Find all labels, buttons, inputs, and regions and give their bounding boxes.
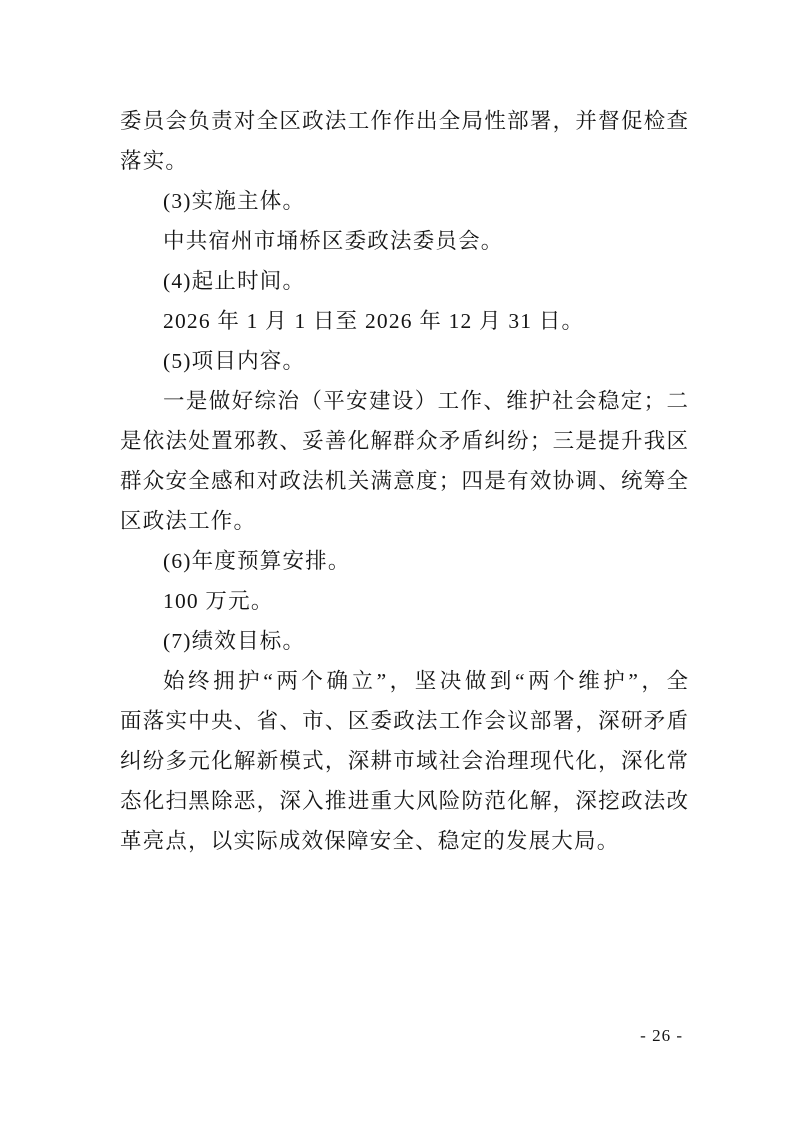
text-line: 100 万元。 xyxy=(163,589,274,613)
text-line: 始终拥护“两个确立”，坚决做到“两个维护”，全 xyxy=(163,669,688,693)
text-line: (3)实施主体。 xyxy=(163,189,306,213)
text-line: 是依法处置邪教、妥善化解群众矛盾纠纷；三是提升我区 xyxy=(120,429,688,453)
document-body xyxy=(120,101,688,861)
text-line: 一是做好综治（平安建设）工作、维护社会稳定；二 xyxy=(163,389,688,413)
text-line: 委员会负责对全区政法工作作出全局性部署，并督促检查 xyxy=(120,109,688,133)
text-line: (4)起止时间。 xyxy=(163,269,306,293)
text-line: 纠纷多元化解新模式，深耕市域社会治理现代化，深化常 xyxy=(120,749,688,773)
text-line: (7)绩效目标。 xyxy=(163,629,306,653)
text-line: 面落实中央、省、市、区委政法工作会议部署，深研矛盾 xyxy=(120,709,688,733)
text-line: (6)年度预算安排。 xyxy=(163,549,351,573)
text-line: 区政法工作。 xyxy=(120,509,257,533)
text-line: 落实。 xyxy=(120,149,189,173)
page-number: - 26 - xyxy=(640,1026,683,1045)
text-line: 态化扫黑除恶，深入推进重大风险防范化解，深挖政法改 xyxy=(120,789,688,813)
text-line: 2026 年 1 月 1 日至 2026 年 12 月 31 日。 xyxy=(163,309,585,333)
text-line: (5)项目内容。 xyxy=(163,349,306,373)
text-line: 革亮点，以实际成效保障安全、稳定的发展大局。 xyxy=(120,829,620,853)
text-line: 群众安全感和对政法机关满意度；四是有效协调、统筹全 xyxy=(120,469,688,493)
text-line: 中共宿州市埇桥区委政法委员会。 xyxy=(163,229,504,253)
